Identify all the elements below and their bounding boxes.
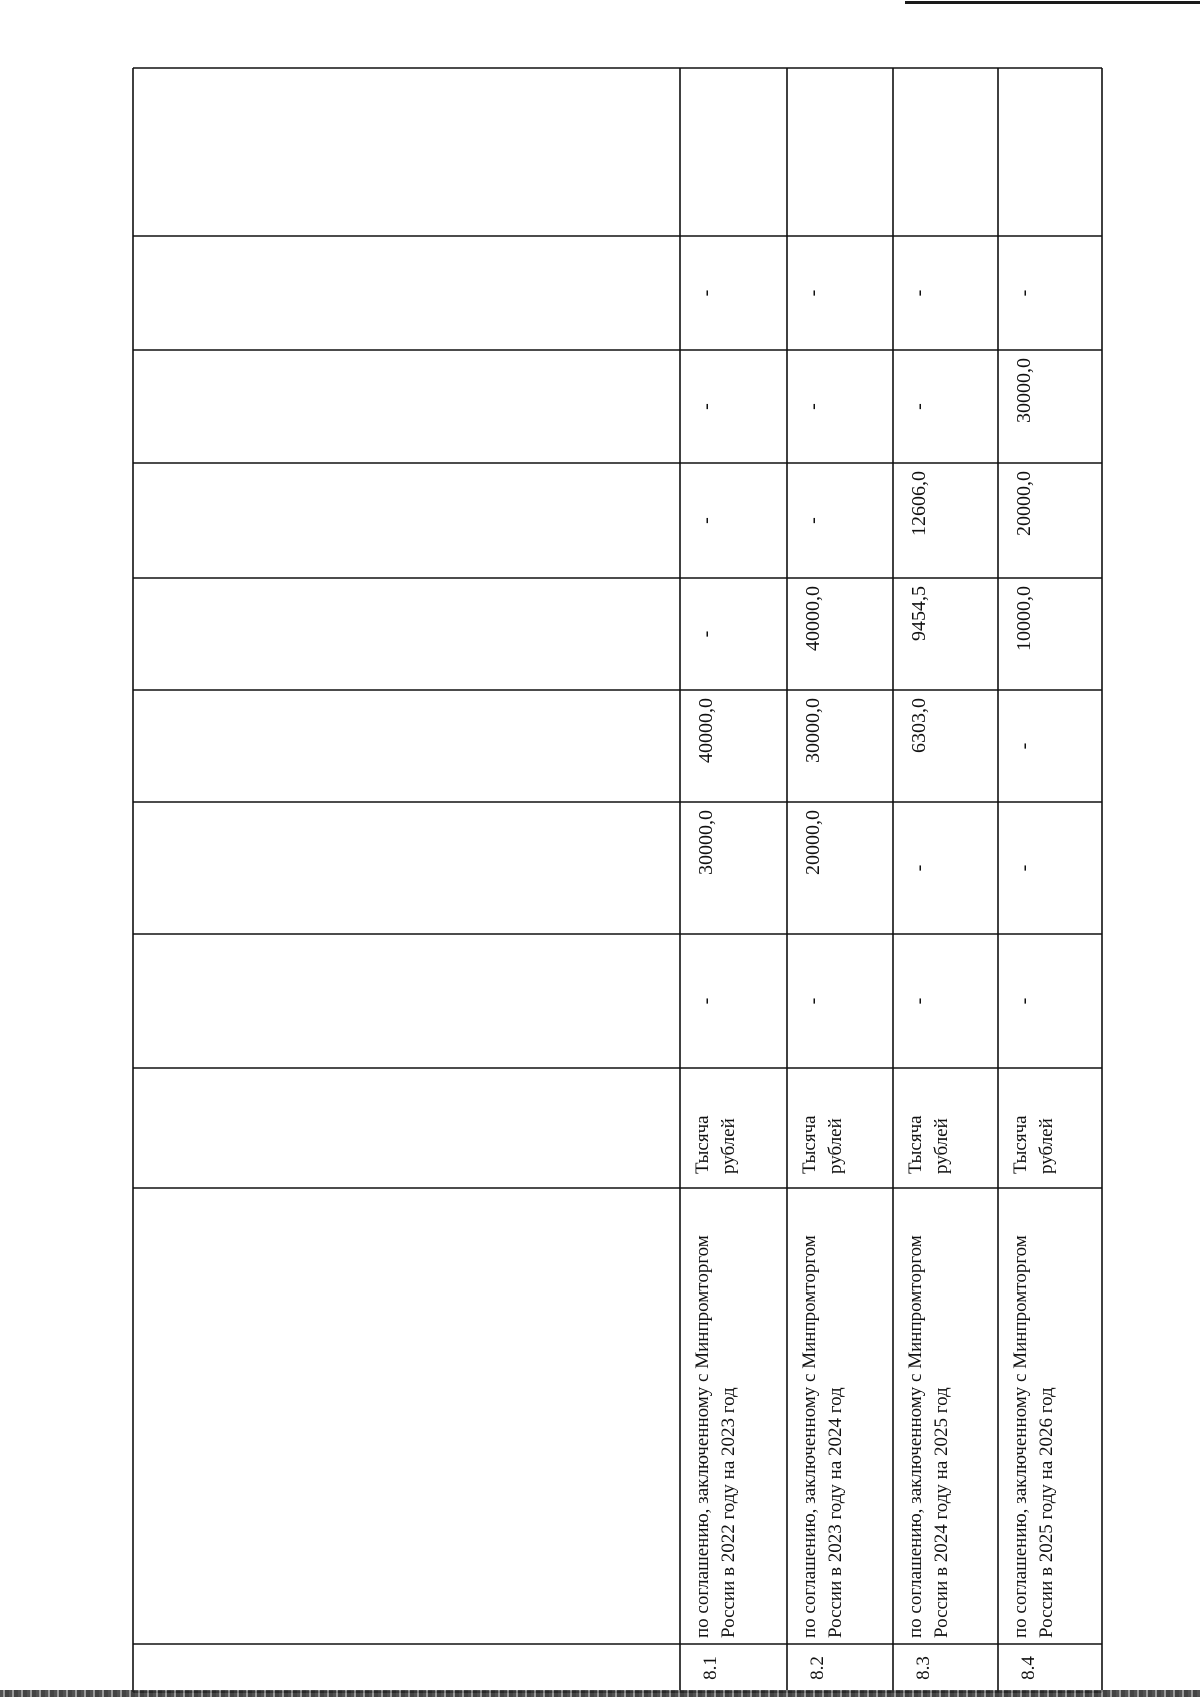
value-cell: 30000,0 xyxy=(1013,358,1035,423)
value-cell xyxy=(680,68,787,236)
value-cell: 30000,0 xyxy=(802,698,824,763)
value-dash: - xyxy=(695,630,717,638)
value-dash: - xyxy=(695,403,717,410)
row-unit: Тысяча рублей xyxy=(1010,1115,1057,1174)
row-description: по соглашению, заключенному с Минпромторгом России в 2025 году на 2026 год xyxy=(1010,1235,1057,1638)
row-number: 8.3 xyxy=(913,1656,934,1680)
value-cell: 40000,0 xyxy=(802,586,824,651)
value-dash: - xyxy=(1013,742,1035,750)
value-dash: - xyxy=(1013,864,1035,872)
row-description: по соглашению, заключенному с Минпромторгом России в 2023 году на 2024 год xyxy=(799,1235,846,1638)
value-cell: 30000,0 xyxy=(695,810,717,875)
row-unit: Тысяча рублей xyxy=(905,1115,952,1174)
value-cell xyxy=(893,68,998,236)
value-cell: 6303,0 xyxy=(908,698,930,753)
value-dash: - xyxy=(908,403,930,410)
value-dash: - xyxy=(908,289,930,297)
value-dash: - xyxy=(802,289,824,297)
value-dash: - xyxy=(908,997,930,1005)
value-dash: - xyxy=(1013,289,1035,297)
value-dash: - xyxy=(695,997,717,1005)
row-number: 8.2 xyxy=(807,1656,828,1680)
value-dash: - xyxy=(802,403,824,410)
row-number: 8.4 xyxy=(1018,1656,1039,1680)
value-cell: 20000,0 xyxy=(1013,471,1035,536)
value-dash: - xyxy=(695,289,717,297)
value-cell: 20000,0 xyxy=(802,810,824,875)
value-cell: 10000,0 xyxy=(1013,586,1035,651)
row-unit: Тысяча рублей xyxy=(799,1115,846,1174)
row-number: 8.1 xyxy=(700,1656,721,1680)
value-cell: 9454,5 xyxy=(908,586,930,641)
value-cell: 40000,0 xyxy=(695,698,717,763)
value-cell: 12606,0 xyxy=(908,471,930,536)
value-dash: - xyxy=(802,517,824,524)
value-cell xyxy=(787,68,893,236)
scan-edge-bottom xyxy=(0,1690,1200,1697)
row-description: по соглашению, заключенному с Минпромторгом России в 2022 году на 2023 год xyxy=(692,1235,739,1638)
row-unit: Тысяча рублей xyxy=(692,1115,739,1174)
value-dash: - xyxy=(802,997,824,1005)
row-description: по соглашению, заключенному с Минпромторгом России в 2024 году на 2025 год xyxy=(905,1235,952,1638)
value-dash: - xyxy=(695,517,717,524)
value-dash: - xyxy=(908,864,930,872)
value-dash: - xyxy=(1013,997,1035,1005)
value-cell xyxy=(998,68,1102,236)
